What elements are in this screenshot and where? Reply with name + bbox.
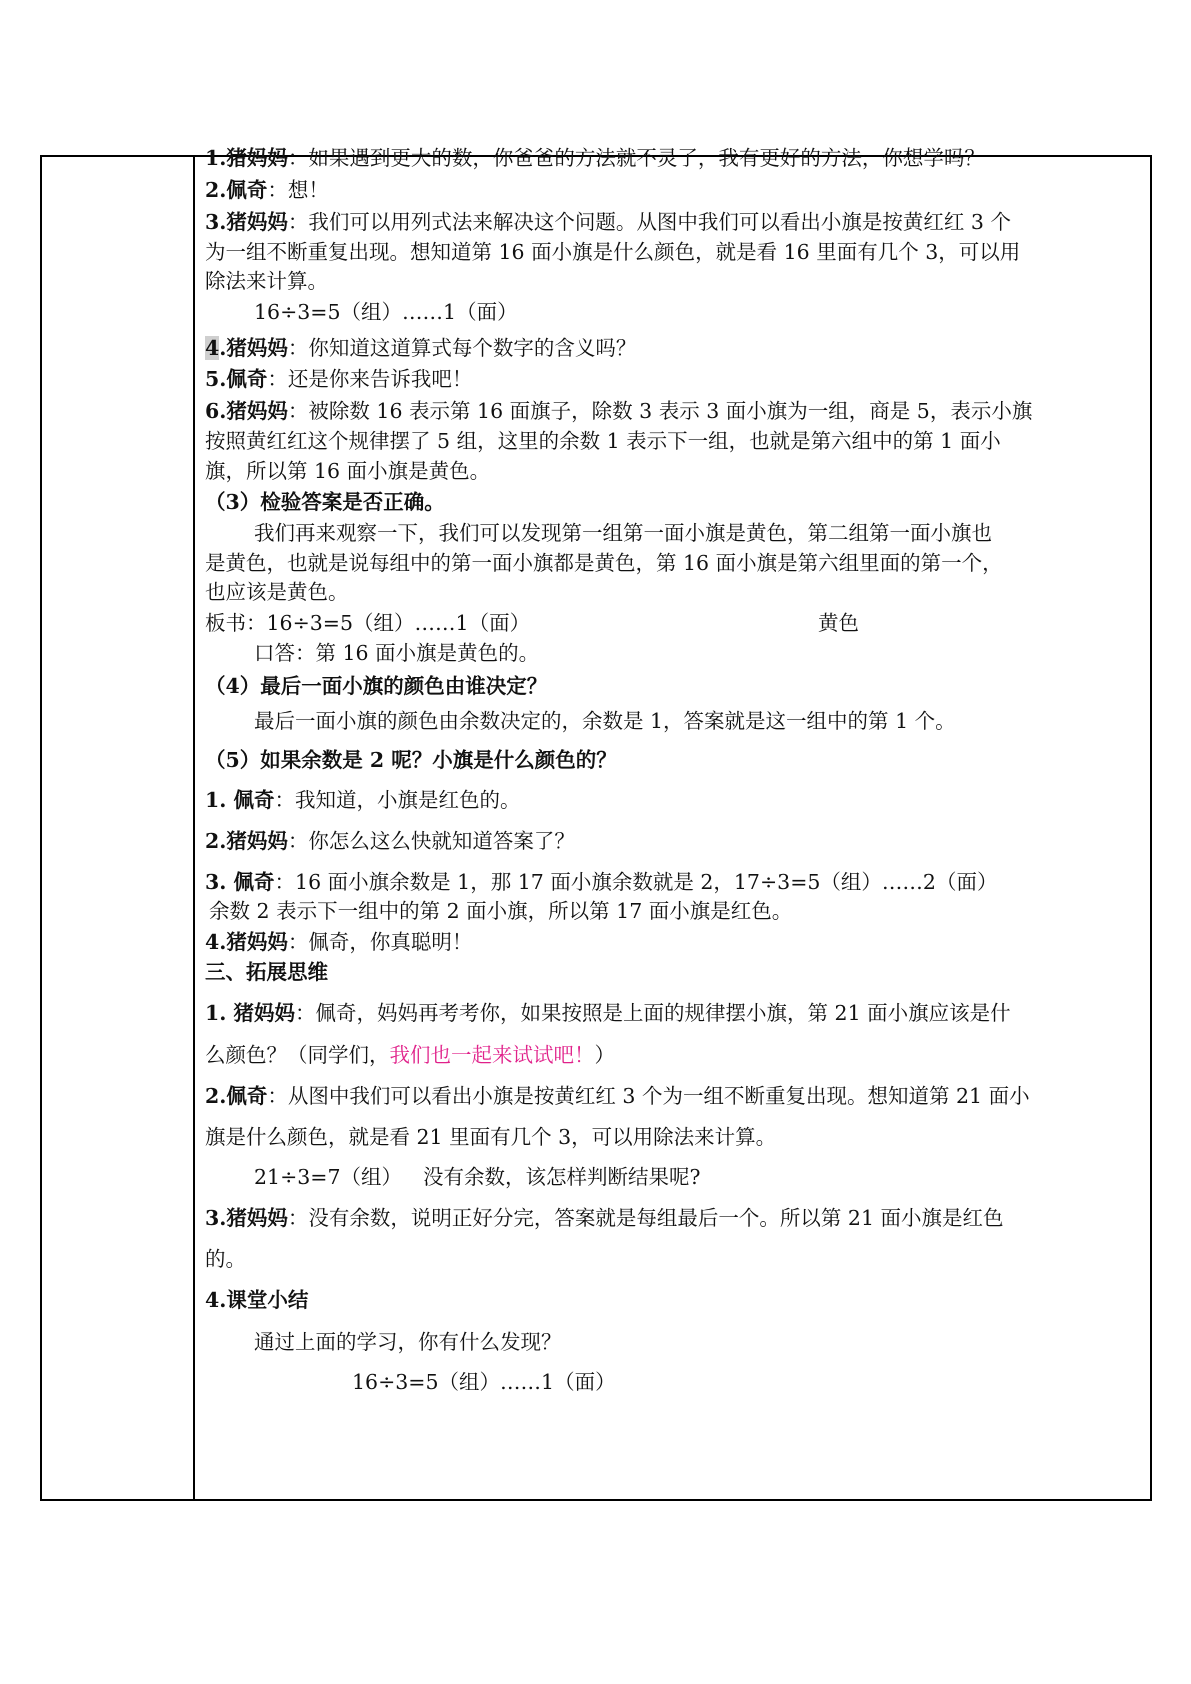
dialogue-line bbox=[205, 868, 997, 896]
board-note bbox=[205, 609, 859, 637]
speech: ：没有余数，说明正好分完，答案就是每组最后一个。所以第 21 面小旗是红色 bbox=[287, 1206, 1004, 1230]
paragraph-line: 最后一面小旗的颜色由余数决定的，余数是 1，答案就是这一组中的第 1 个。 bbox=[254, 709, 956, 733]
paragraph-line: 除法来计算。 bbox=[205, 269, 328, 293]
speech: ：想！ bbox=[267, 178, 329, 202]
paragraph-line: 通过上面的学习，你有什么发现？ bbox=[254, 1330, 562, 1354]
speaker: 3.猪妈妈 bbox=[205, 210, 288, 234]
lesson-table bbox=[40, 146, 1152, 1501]
speaker: 6.猪妈妈 bbox=[205, 399, 288, 423]
dialogue-line bbox=[205, 1204, 1004, 1232]
speech: ：从图中我们可以看出小旗是按黄红红 3 个为一组不断重复出现。想知道第 21 面小 bbox=[267, 1084, 1030, 1108]
dialogue-line bbox=[205, 365, 472, 393]
equation: 21÷3=7（组） bbox=[254, 1165, 403, 1189]
question: 没有余数，该怎样判断结果呢? bbox=[423, 1165, 701, 1189]
equation: 16÷3=5（组）……1（面） bbox=[352, 1370, 616, 1394]
speaker: 2.佩奇 bbox=[205, 1084, 268, 1108]
paragraph-line: 旗是什么颜色，就是看 21 里面有几个 3，可以用除法来计算。 bbox=[205, 1125, 777, 1149]
speaker: 1. 猪妈妈 bbox=[205, 1001, 296, 1025]
dialogue-line bbox=[205, 208, 1011, 236]
speaker: 1. 佩奇 bbox=[205, 788, 275, 812]
speech: ：我们可以用列式法来解决这个问题。从图中我们可以看出小旗是按黄红红 3 个 bbox=[287, 210, 1011, 234]
speaker: 5.佩奇 bbox=[205, 367, 268, 391]
board-answer: 黄色 bbox=[818, 611, 859, 635]
paragraph-line: 是黄色，也就是说每组中的第一面小旗都是黄色，第 16 面小旗是第六组里面的第一个， bbox=[205, 551, 1003, 575]
section-heading: 三、拓展思维 bbox=[205, 960, 328, 984]
dialogue-line bbox=[205, 827, 575, 855]
speaker: 3.猪妈妈 bbox=[205, 1206, 288, 1230]
dialogue-line bbox=[205, 176, 329, 204]
dialogue-line bbox=[205, 144, 985, 172]
speech: ：我知道，小旗是红色的。 bbox=[274, 788, 521, 812]
speech: ：你知道这道算式每个数字的含义吗？ bbox=[287, 336, 637, 360]
paragraph-line: 也应该是黄色。 bbox=[205, 580, 349, 604]
speech: ：如果遇到更大的数，你爸爸的方法就不灵了，我有更好的方法，你想学吗？ bbox=[287, 146, 985, 170]
paragraph-line: 我们再来观察一下，我们可以发现第一组第一面小旗是黄色，第二组第一面小旗也 bbox=[254, 521, 992, 545]
board-equation: 板书：16÷3=5（组）……1（面） bbox=[205, 611, 531, 635]
paragraph-line: 余数 2 表示下一组中的第 2 面小旗，所以第 17 面小旗是红色。 bbox=[209, 899, 793, 923]
dialogue-line bbox=[205, 1082, 1030, 1110]
dialogue-line bbox=[205, 334, 636, 362]
paragraph-line: 按照黄红红这个规律摆了 5 组，这里的余数 1 表示下一组，也就是第六组中的第 1 面小 bbox=[205, 429, 1001, 453]
speaker: 2.佩奇 bbox=[205, 178, 268, 202]
column-divider bbox=[193, 157, 195, 1499]
speech: ：还是你来告诉我吧！ bbox=[267, 367, 473, 391]
speech: ：被除数 16 表示第 16 面旗子，除数 3 表示 3 面小旗为一组，商是 5，表示小旗 bbox=[287, 399, 1033, 423]
dialogue-line bbox=[205, 999, 1011, 1027]
line-number: 4 bbox=[205, 336, 220, 360]
speaker: 2.猪妈妈 bbox=[205, 829, 288, 853]
equation: 16÷3=5（组）……1（面） bbox=[254, 300, 518, 324]
highlight-text: 我们也一起来试试吧！ bbox=[389, 1043, 595, 1067]
speaker: 4.猪妈妈 bbox=[205, 930, 288, 954]
dialogue-line bbox=[205, 397, 1032, 425]
section-heading: （5）如果余数是 2 呢？小旗是什么颜色的？ bbox=[205, 748, 617, 772]
speech: ：16 面小旗余数是 1，那 17 面小旗余数就是 2，17÷3=5（组）……2（面） bbox=[274, 870, 998, 894]
paragraph-line: 旗，所以第 16 面小旗是黄色。 bbox=[205, 459, 491, 483]
paragraph-line bbox=[205, 1041, 615, 1069]
speech: ：你怎么这么快就知道答案了？ bbox=[287, 829, 575, 853]
dialogue-line bbox=[205, 786, 521, 814]
paragraph-line: 的。 bbox=[205, 1247, 246, 1271]
speaker: .猪妈妈 bbox=[219, 336, 288, 360]
speech: ：佩奇，你真聪明！ bbox=[287, 930, 473, 954]
section-heading: （4）最后一面小旗的颜色由谁决定？ bbox=[205, 674, 548, 698]
paragraph-line: 为一组不断重复出现。想知道第 16 面小旗是什么颜色，就是看 16 里面有几个 3，可以用 bbox=[205, 240, 1021, 264]
section-heading: 4.课堂小结 bbox=[205, 1288, 309, 1312]
speaker: 1.猪妈妈 bbox=[205, 146, 288, 170]
speaker: 3. 佩奇 bbox=[205, 870, 275, 894]
speech: ：佩奇，妈妈再考考你，如果按照是上面的规律摆小旗，第 21 面小旗应该是什 bbox=[295, 1001, 1011, 1025]
oral-answer: 口答：第 16 面小旗是黄色的。 bbox=[254, 641, 540, 665]
text-segment: ） bbox=[594, 1043, 615, 1067]
text-segment: 么颜色？（同学们， bbox=[205, 1043, 390, 1067]
section-heading: （3）检验答案是否正确。 bbox=[205, 490, 445, 514]
dialogue-line bbox=[205, 928, 472, 956]
